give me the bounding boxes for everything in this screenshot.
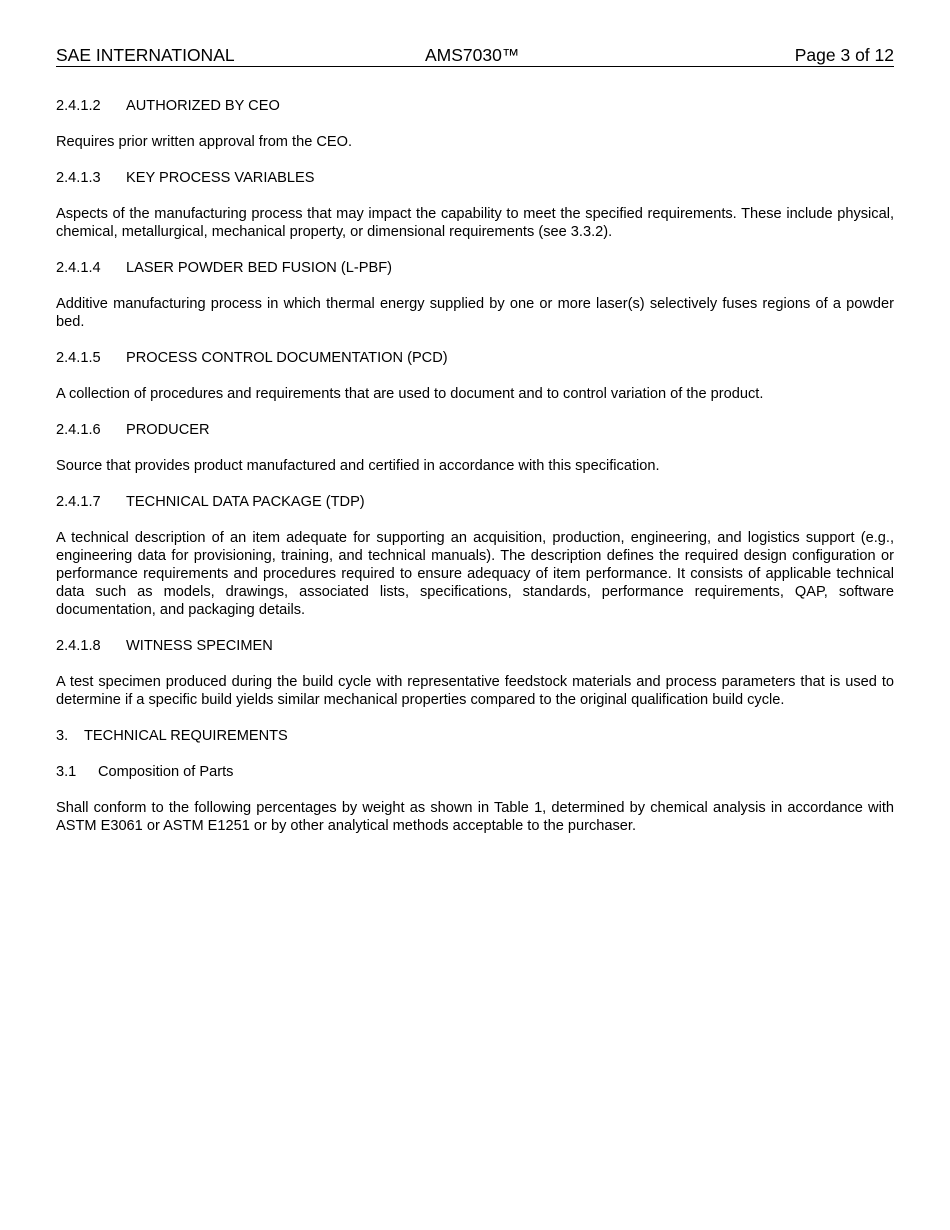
header-page-number: Page 3 of 12 bbox=[794, 45, 894, 65]
section-number: 2.4.1.5 bbox=[56, 350, 101, 366]
section-title: KEY PROCESS VARIABLES bbox=[126, 170, 315, 186]
section-title: TECHNICAL REQUIREMENTS bbox=[84, 728, 288, 744]
section-title: Composition of Parts bbox=[98, 764, 234, 780]
section-paragraph: Shall conform to the following percentages by weight as shown in Table 1, determined by chemical analysis in accordance with ASTM E3061 or ASTM E1251 or by other analytical methods acceptable to the purchaser. bbox=[56, 800, 894, 834]
section-heading-2-4-1-6 bbox=[56, 421, 894, 439]
section-number: 2.4.1.3 bbox=[56, 170, 101, 186]
section-title: AUTHORIZED BY CEO bbox=[126, 98, 280, 114]
section-heading-2-4-1-7 bbox=[56, 493, 894, 511]
section-number: 2.4.1.2 bbox=[56, 98, 101, 114]
section-number: 2.4.1.7 bbox=[56, 494, 101, 510]
section-number: 2.4.1.4 bbox=[56, 260, 101, 276]
section-heading-3 bbox=[56, 727, 894, 745]
section-heading-3-1 bbox=[56, 763, 894, 781]
document-body bbox=[56, 97, 894, 853]
section-number: 3.1 bbox=[56, 764, 77, 780]
section-heading-2-4-1-2 bbox=[56, 97, 894, 115]
section-heading-2-4-1-4 bbox=[56, 259, 894, 277]
page-header bbox=[56, 44, 894, 67]
section-heading-2-4-1-5 bbox=[56, 349, 894, 367]
section-heading-2-4-1-3 bbox=[56, 169, 894, 187]
header-document-id: AMS7030™ bbox=[425, 45, 520, 65]
section-paragraph: A collection of procedures and requirements that are used to document and to control variation of the product. bbox=[56, 386, 764, 402]
section-paragraph: Additive manufacturing process in which thermal energy supplied by one or more laser(s) selectively fuses regions of a powder bed. bbox=[56, 296, 894, 330]
section-title: PROCESS CONTROL DOCUMENTATION (PCD) bbox=[126, 350, 448, 366]
section-title: TECHNICAL DATA PACKAGE (TDP) bbox=[126, 494, 365, 510]
section-number: 2.4.1.8 bbox=[56, 638, 101, 654]
section-paragraph: A test specimen produced during the build cycle with representative feedstock materials and process parameters that is used to determine if a specific build yields similar mechanical properties compared to the original qualification build cycle. bbox=[56, 674, 894, 708]
section-paragraph: Source that provides product manufactured and certified in accordance with this specification. bbox=[56, 458, 660, 474]
header-organization: SAE INTERNATIONAL bbox=[56, 45, 235, 65]
section-title: PRODUCER bbox=[126, 422, 210, 438]
section-number: 3. bbox=[56, 728, 69, 744]
section-paragraph: Aspects of the manufacturing process that may impact the capability to meet the specified requirements. These include physical, chemical, metallurgical, mechanical property, or dimensional requirements (see 3.3.2). bbox=[56, 206, 894, 240]
section-paragraph: A technical description of an item adequate for supporting an acquisition, production, engineering, and logistics support (e.g., engineering data for provisioning, training, and technical manuals). The description defines the required design configuration or performance requirements and procedures required to ensure adequacy of item performance. It consists of applicable technical data such as models, drawings, associated lists, specifications, standards, performance requirements, QAP, software documentation, and packaging details. bbox=[56, 530, 894, 618]
section-paragraph: Requires prior written approval from the CEO. bbox=[56, 134, 353, 150]
section-heading-2-4-1-8 bbox=[56, 637, 894, 655]
section-number: 2.4.1.6 bbox=[56, 422, 101, 438]
section-title: LASER POWDER BED FUSION (L-PBF) bbox=[126, 260, 392, 276]
section-title: WITNESS SPECIMEN bbox=[126, 638, 273, 654]
